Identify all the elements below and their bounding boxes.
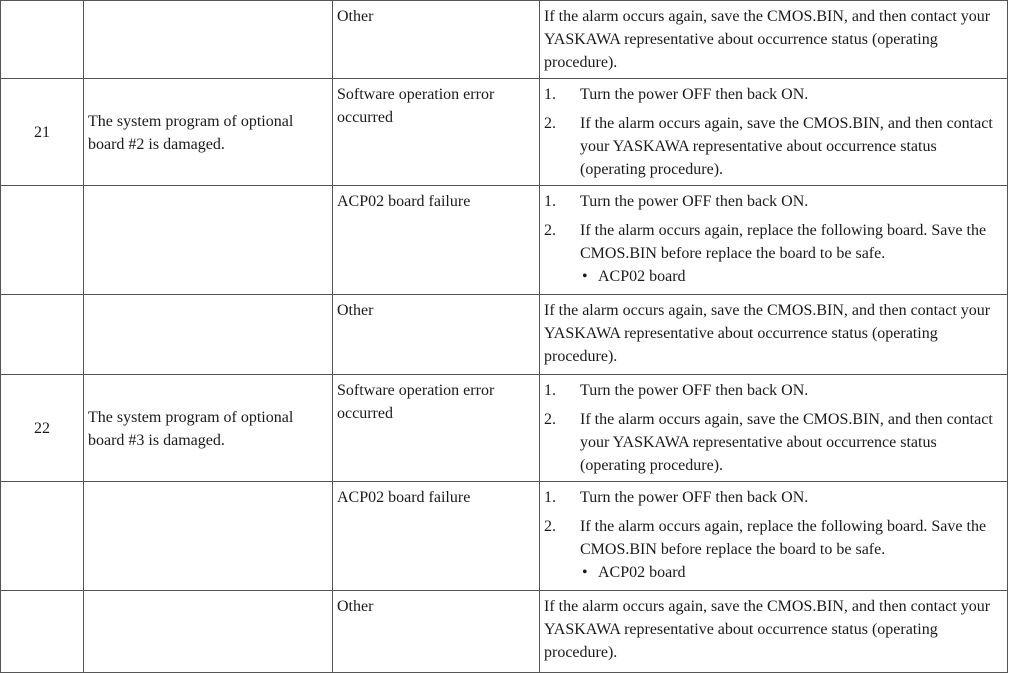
board-list <box>580 561 1003 584</box>
alarm-code-22: 22 <box>1 375 84 482</box>
code-cell-empty <box>1 295 84 375</box>
detail-cell: Other <box>333 591 540 673</box>
code-cell-empty <box>1 482 84 591</box>
board-list <box>580 265 1003 288</box>
remedy-steps <box>544 379 1003 477</box>
list-item: 1. Turn the power OFF then back ON. <box>544 382 809 399</box>
alarm-cause-21: The system program of optional board #2 is damaged. <box>84 79 333 186</box>
list-item: 2. If the alarm occurs again, replace the following board. Save the CMOS.BIN before replace the board to be safe. • ACP02 board <box>544 515 1003 584</box>
code-cell-empty <box>1 591 84 673</box>
list-item: 1. Turn the power OFF then back ON. <box>544 193 809 210</box>
remedy-cell: If the alarm occurs again, save the CMOS.BIN, and then contact your YASKAWA representative about occurrence status (operating procedure). <box>540 1 1008 79</box>
remedy-cell: If the alarm occurs again, save the CMOS.BIN, and then contact your YASKAWA representative about occurrence status (operating procedure). <box>540 295 1008 375</box>
remedy-steps <box>544 190 1003 288</box>
cause-cell-empty <box>84 591 333 673</box>
code-cell-empty <box>1 1 84 79</box>
cause-cell-empty <box>84 1 333 79</box>
alarm-cause-22: The system program of optional board #3 is damaged. <box>84 375 333 482</box>
alarm-code-21: 21 <box>1 79 84 186</box>
table-row <box>1 591 1008 673</box>
remedy-cell <box>540 79 1008 186</box>
remedy-steps <box>544 486 1003 584</box>
remedy-steps <box>544 83 1003 181</box>
table-row <box>1 79 1008 186</box>
list-item: 1. Turn the power OFF then back ON. <box>544 86 809 103</box>
list-item: • ACP02 board <box>580 265 1003 288</box>
detail-cell: Other <box>333 1 540 79</box>
remedy-cell <box>540 375 1008 482</box>
code-cell-empty <box>1 186 84 295</box>
remedy-cell: If the alarm occurs again, save the CMOS.BIN, and then contact your YASKAWA representative about occurrence status (operating procedure). <box>540 591 1008 673</box>
detail-cell: ACP02 board failure <box>333 186 540 295</box>
detail-cell: ACP02 board failure <box>333 482 540 591</box>
table-row <box>1 375 1008 482</box>
table-row <box>1 1 1008 79</box>
list-item: 1. Turn the power OFF then back ON. <box>544 489 809 506</box>
table-row <box>1 186 1008 295</box>
detail-cell: Software operation error occurred <box>333 79 540 186</box>
list-item: 2. If the alarm occurs again, save the CMOS.BIN, and then contact your YASKAWA representative about occurrence status (operating procedure). <box>544 115 993 178</box>
cause-cell-empty <box>84 482 333 591</box>
detail-cell: Other <box>333 295 540 375</box>
table-row <box>1 482 1008 591</box>
cause-cell-empty <box>84 186 333 295</box>
cause-cell-empty <box>84 295 333 375</box>
remedy-cell <box>540 482 1008 591</box>
list-item: 2. If the alarm occurs again, save the CMOS.BIN, and then contact your YASKAWA representative about occurrence status (operating procedure). <box>544 411 993 474</box>
table-row <box>1 295 1008 375</box>
list-item: 2. If the alarm occurs again, replace the following board. Save the CMOS.BIN before replace the board to be safe. • ACP02 board <box>544 219 1003 288</box>
remedy-cell <box>540 186 1008 295</box>
detail-cell: Software operation error occurred <box>333 375 540 482</box>
list-item: • ACP02 board <box>580 561 1003 584</box>
